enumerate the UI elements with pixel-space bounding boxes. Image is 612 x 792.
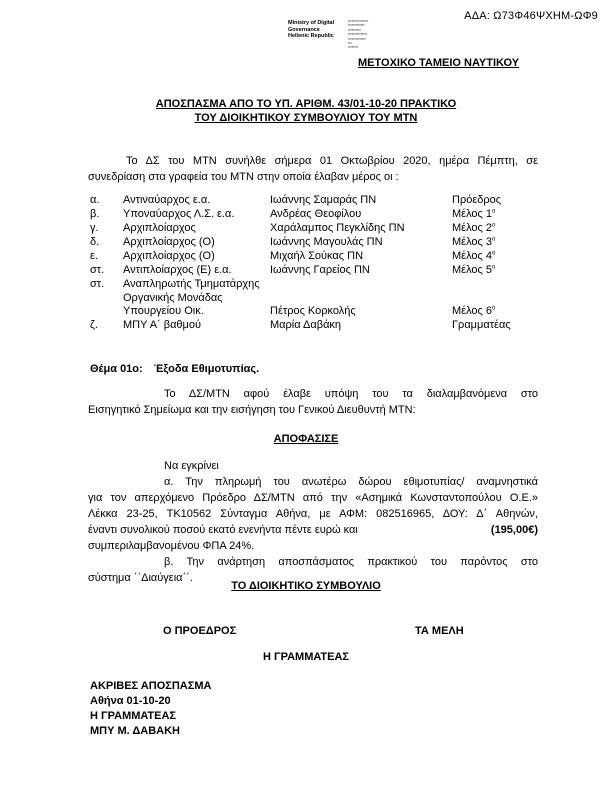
list-item: α. Αντιναύαρχος ε.α. Ιωάννης Σαμαράς ΠΝ Πρόεδρος bbox=[90, 194, 502, 206]
list-item: ε. Αρχιπλοίαρχος (Ο) Μιχαήλ Σούκας ΠΝ Μέλος $4^o$ bbox=[90, 250, 496, 262]
digital-signature-stamp: Ministry of Digital Governance Hellenic Republic bbox=[288, 20, 335, 40]
body-paragraph: Το ΔΣ/ΜΤΝ αφού έλαβε υπόψη του τα διαλαμβανόμενα στο Εισηγητικό Σημείωμα και την εισήγηση του Γενικού Διευθυντή ΜΤΝ: bbox=[88, 388, 538, 416]
topic-heading: Θέμα 01ο: Έξοδα Εθιμοτυπίας. bbox=[90, 363, 260, 375]
ada-code: ΑΔΑ: Ω73Φ46ΨΧΗΜ-ΩΦ9 bbox=[464, 10, 598, 22]
list-item: στ. Αναπληρωτής Τμηματάρχης bbox=[90, 278, 260, 290]
fund-name: ΜΕΤΟΧΙΚΟ ΤΑΜΕΙΟ ΝΑΥΤΙΚΟΥ bbox=[358, 57, 520, 69]
secretary-signature-label: Η ΓΡΑΜΜΑΤΕΑΣ bbox=[262, 651, 350, 663]
list-item: Οργανικής Μονάδας bbox=[123, 292, 223, 304]
board-heading: ΤΟ ΔΙΟΙΚΗΤΙΚΟ ΣΥΜΒΟΥΛΙΟ bbox=[231, 580, 381, 592]
signature-detail-icon: ▪▪▪▪▪▪▪▪▪▪▪▪▪▪▪▪ ▪▪▪▪▪▪▪▪▪▪▪▪▪ ▪▪▪▪▪▪▪▪▪▪ ▪▪▪▪▪▪▪▪▪▪▪▪▪▪▪ ▪▪▪▪▪▪▪▪▪▪▪▪▪▪ ▪▪▪ ▪▪▪▪▪▪▪▪ bbox=[348, 19, 369, 50]
list-item: β. Υποναύαρχος Λ.Σ. ε.α. Ανδρέας Θεοφίλου Μέλος $1^o$ bbox=[90, 208, 496, 220]
document-title-line1: ΑΠΟΣΠΑΣΜΑ ΑΠΟ ΤΟ ΥΠ. ΑΡΙΘΜ. 43/01-10-20 ΠΡΑΚΤΙΚΟ bbox=[155, 98, 457, 110]
decision-heading: ΑΠΟΦΑΣΙΣΕ bbox=[273, 433, 339, 445]
document-title-line2: ΤΟΥ ΔΙΟΙΚΗΤΙΚΟΥ ΣΥΜΒΟΥΛΙΟΥ ΤΟΥ ΜΤΝ bbox=[194, 112, 418, 124]
list-item: ζ. ΜΠΥ Α΄ βαθμού Μαρία Δαβάκη Γραμματέας bbox=[90, 319, 511, 331]
list-item: δ. Αρχιπλοίαρχος (Ο) Ιωάννης Μαγουλάς ΠΝ Μέλος $3^o$ bbox=[90, 236, 496, 248]
decision-paragraph: Να εγκρίνει α. Την πληρωμή του ανωτέρω δώρου εθιμοτυπίας/ αναμνηστικά για τον απερχόμενο Πρόεδρο ΔΣ/ΜΤΝ από την «Ασημικά Κωνσταντοπούλου Ο.Ε.» Λέκκα 23-25, ΤΚ10562 Σύνταγμα Αθήνα, με ΑΦΜ: 082516965, ΔΟΥ: Δ΄ Αθηνών, έναντι συνολικού ποσού εκατό ενενήντα πέντε ευρώ και (195,00€) συμπεριλαμβανομένου ΦΠΑ 24%. β. Την ανάρτηση αποσπάσματος πρακτικού του παρόντος στο σύστημα ΄΄Διαύγεια΄΄. bbox=[88, 460, 538, 584]
certified-copy-block: ΑΚΡΙΒΕΣ ΑΠΟΣΠΑΣΜΑ Αθήνα 01-10-20 Η ΓΡΑΜΜΑΤΕΑΣ ΜΠΥ Μ. ΔΑΒΑΚΗ bbox=[90, 680, 212, 737]
intro-paragraph: Το ΔΣ του ΜΤΝ συνήλθε σήμερα 01 Οκτωβρίου 2020, ημέρα Πέμπτη, σε συνεδρίαση στα γραφεία του ΜΤΝ στην οποία έλαβαν μέρος οι : bbox=[88, 155, 538, 183]
list-item: γ. Αρχιπλοίαρχος Χαράλαμπος Πεγκλίδης ΠΝ Μέλος $2^o$ bbox=[90, 222, 496, 234]
list-item: στ. Αντιπλοίαρχος (Ε) ε.α. Ιωάννης Γαρείος ΠΝ Μέλος $5^o$ bbox=[90, 264, 496, 276]
members-signature-label: ΤΑ ΜΕΛΗ bbox=[415, 625, 464, 637]
list-item: Υπουργείου Οικ. Πέτρος Κορκολής Μέλος $6^o$ bbox=[123, 305, 496, 317]
president-signature-label: Ο ΠΡΟΕΔΡΟΣ bbox=[163, 625, 237, 637]
